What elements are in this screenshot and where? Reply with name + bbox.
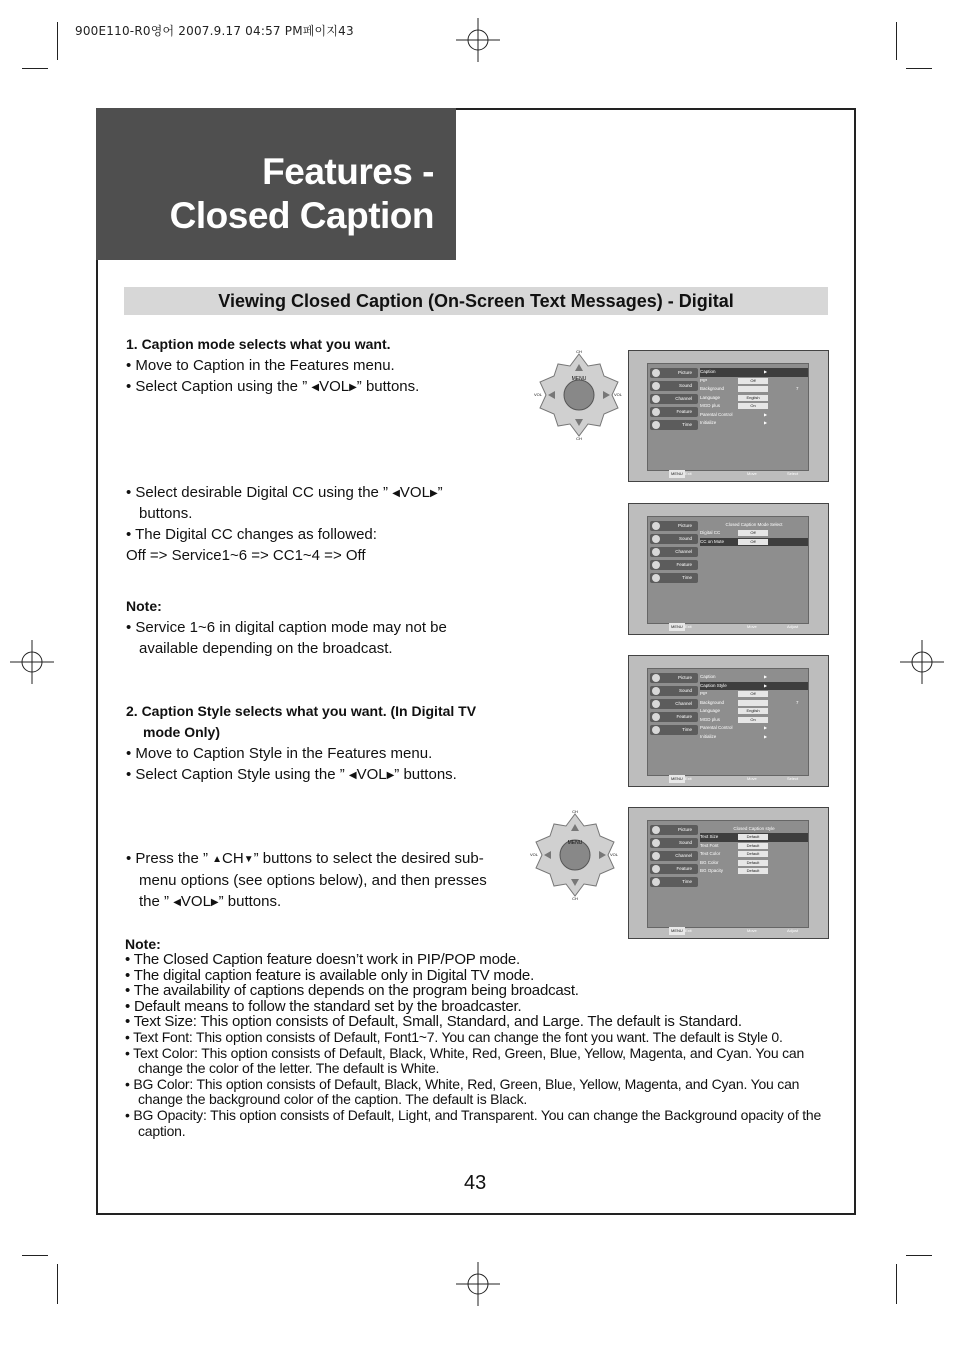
osd-sidebar	[650, 825, 698, 890]
osd-right-arrow-icon: ▶	[764, 411, 768, 417]
left-arrow-icon: ◀	[173, 897, 181, 908]
osd-tab-feature: Feature	[650, 864, 698, 874]
crop-mark	[57, 1264, 58, 1304]
osd-tab-sound: Sound	[650, 534, 698, 544]
osd-row-label: BG Opacity	[700, 868, 724, 873]
osd-row-label: Caption	[700, 369, 716, 374]
osd-submenu-title: Closed Caption style	[733, 826, 775, 831]
osd-screenshot-features-style	[628, 655, 829, 787]
osd-footer-exit: Exit	[685, 776, 692, 781]
bullet-text: ”	[437, 484, 443, 501]
osd-footer-adjust: Adjust	[787, 624, 799, 629]
crop-mark	[906, 1255, 932, 1256]
bullet-text: the ”	[139, 893, 174, 910]
bullet-text: ” buttons.	[218, 893, 282, 910]
section4-line-1	[126, 848, 484, 871]
registration-mark-icon	[900, 640, 944, 684]
osd-footer-adjust: Adjust	[787, 928, 799, 933]
osd-sidebar	[650, 368, 698, 433]
note-item: • BG Opacity: This option consists of Default, Light, and Transparent. You can change the Background opacity of the caption.	[125, 1106, 822, 1139]
osd-row-value: On	[738, 403, 768, 409]
osd-menu-key: MENU	[671, 471, 683, 476]
printer-header: 900E110-R0영어 2007.9.17 04:57 PM페이지43	[75, 24, 354, 38]
osd-tab-channel: Channel	[650, 547, 698, 557]
note-item: • Text Color: This option consists of Default, Black, White, Red, Green, Blue, Yellow, Magenta, and Cyan. You can change the color of the letter. The default is White.	[125, 1044, 805, 1077]
osd-right-arrow-icon: ▶	[764, 682, 768, 688]
osd-footer-move: Move	[747, 624, 757, 629]
note1-line-2: available depending on the broadcast.	[139, 640, 393, 657]
remote-vol-label: VOL	[614, 392, 623, 397]
osd-row	[700, 411, 808, 420]
note2-heading: Note:	[125, 936, 161, 952]
title-box	[96, 108, 456, 260]
osd-screenshot-features	[628, 350, 829, 482]
osd-tab-channel: Channel	[650, 394, 698, 404]
bullet-text: • Select desirable Digital CC using the ”	[126, 484, 393, 501]
osd-row	[700, 707, 808, 716]
remote-ch-label: CH	[576, 350, 582, 354]
osd-tab-channel: Channel	[650, 851, 698, 861]
bullet-text: • Select Caption using the ”	[126, 378, 312, 395]
section3-bullet-2	[126, 764, 457, 787]
osd-row	[700, 538, 808, 547]
left-arrow-icon: ◀	[348, 770, 357, 781]
osd-footer-exit: Exit	[685, 624, 692, 629]
osd-menu-key: MENU	[671, 776, 683, 781]
osd-sidebar	[650, 521, 698, 586]
osd-row	[700, 724, 808, 733]
right-arrow-icon: ▶	[210, 897, 219, 908]
remote-ch-label: CH	[572, 810, 578, 814]
osd-row-label: Parental Control	[700, 411, 733, 417]
osd-row-label: MGD plus	[700, 716, 721, 722]
remote-ch-label: CH	[572, 896, 578, 900]
osd-right-arrow-icon: ▶	[764, 733, 768, 739]
registration-mark-icon	[10, 640, 54, 684]
remote-dpad-icon	[530, 810, 620, 900]
osd-row	[700, 368, 808, 377]
osd-row	[700, 699, 808, 708]
osd-tab-feature: Feature	[650, 560, 698, 570]
osd-row-value: Default	[738, 843, 768, 849]
osd-slider	[738, 700, 768, 706]
osd-footer-select: Select	[787, 776, 799, 781]
osd-menu-key: MENU	[671, 624, 683, 629]
osd-row-value: English	[738, 708, 768, 714]
crop-mark	[896, 1264, 897, 1304]
left-arrow-icon: ◀	[311, 382, 320, 393]
osd-row	[700, 682, 808, 691]
section2-bullet-1-cont: buttons.	[139, 505, 193, 522]
vol-label: VOL	[399, 484, 430, 501]
osd-submenu-title: Closed Caption Mode Select	[725, 522, 783, 527]
osd-row-value: On	[738, 717, 768, 723]
osd-row	[700, 673, 808, 682]
osd-row-label: Language	[700, 394, 721, 400]
osd-row-label: Text Font	[700, 842, 719, 848]
osd-right-arrow-icon: ▶	[764, 369, 768, 374]
bullet-text: ” buttons to select the desired sub-	[253, 850, 484, 867]
section3-bullet-1: • Move to Caption Style in the Features menu.	[126, 745, 433, 762]
osd-menu-list	[700, 825, 808, 876]
page-number: 43	[464, 1172, 487, 1194]
osd-row	[700, 419, 808, 428]
section1-heading: 1. Caption mode selects what you want.	[126, 336, 391, 352]
osd-row	[700, 377, 808, 386]
osd-tab-time: Time	[650, 573, 698, 583]
osd-tab-feature: Feature	[650, 407, 698, 417]
osd-panel	[647, 820, 809, 928]
osd-row	[700, 733, 808, 742]
osd-row	[700, 385, 808, 394]
vol-label: VOL	[319, 378, 350, 395]
note1-heading: Note:	[126, 598, 162, 614]
osd-footer	[647, 623, 809, 631]
osd-row-label: Initialize	[700, 420, 717, 425]
osd-row-value: English	[738, 395, 768, 401]
bullet-text: ” buttons.	[356, 378, 420, 395]
title-line-2: Closed Caption	[169, 195, 434, 236]
osd-row-label: PIP	[700, 377, 708, 383]
osd-tab-time: Time	[650, 420, 698, 430]
section4-line-2: menu options (see options below), and then presses	[139, 872, 487, 889]
osd-row-label: Digital CC	[700, 530, 721, 535]
osd-row-value: Default	[738, 834, 768, 840]
osd-row	[700, 529, 808, 538]
note-item: • Text Size: This option consists of Default, Small, Standard, and Large. The default is Standard.	[125, 1013, 742, 1031]
remote-vol-label: VOL	[534, 392, 543, 397]
crop-mark	[57, 22, 58, 60]
note1-line-1: • Service 1~6 in digital caption mode may not be	[126, 619, 447, 636]
osd-panel	[647, 363, 809, 471]
osd-footer-exit: Exit	[685, 928, 692, 933]
osd-row-label: BG Color	[700, 859, 719, 865]
osd-tab-picture: Picture	[650, 368, 698, 378]
osd-row-label: Background	[700, 699, 725, 705]
crop-mark	[896, 22, 897, 60]
osd-tab-channel: Channel	[650, 699, 698, 709]
crop-mark	[22, 68, 48, 69]
osd-right-arrow-icon: ▶	[764, 674, 768, 679]
section3-heading-1: 2. Caption Style selects what you want. (In Digital TV	[126, 703, 477, 719]
up-arrow-icon: ▲	[212, 854, 223, 865]
registration-mark-icon	[456, 1262, 500, 1306]
crop-mark	[906, 68, 932, 69]
remote-dpad-icon	[534, 350, 624, 440]
title-line-1: Features -	[262, 151, 434, 192]
section4-line-3	[139, 891, 281, 914]
osd-row	[700, 690, 808, 699]
osd-slider	[738, 386, 768, 392]
osd-footer-exit: Exit	[685, 471, 692, 476]
osd-row	[700, 859, 808, 868]
osd-footer-move: Move	[747, 776, 757, 781]
osd-footer	[647, 927, 809, 935]
osd-row-label: Caption Style	[700, 682, 727, 688]
osd-row-label: Text Size	[700, 834, 719, 839]
osd-tab-time: Time	[650, 877, 698, 887]
note-item: • The digital caption feature is available only in Digital TV mode.	[125, 966, 535, 984]
osd-panel	[647, 516, 809, 624]
osd-row-label: CC on Mute	[700, 538, 725, 544]
osd-menu-list	[700, 673, 808, 741]
osd-row	[700, 842, 808, 851]
osd-row-label: Parental Control	[700, 725, 733, 730]
note-item: • Default means to follow the standard set by the broadcaster.	[125, 997, 522, 1015]
osd-footer-select: Select	[787, 471, 799, 476]
vol-label: VOL	[180, 893, 211, 910]
osd-panel	[647, 668, 809, 776]
osd-right-arrow-icon: ▶	[764, 725, 768, 730]
osd-row-label: Background	[700, 386, 725, 391]
down-arrow-icon: ▼	[243, 854, 254, 865]
section3-heading-2: mode Only)	[143, 724, 221, 740]
right-arrow-icon: ▶	[386, 770, 395, 781]
osd-tab-picture: Picture	[650, 825, 698, 835]
osd-row-value: Off	[738, 691, 768, 697]
osd-row	[700, 716, 808, 725]
vol-label: VOL	[356, 766, 387, 783]
osd-tab-sound: Sound	[650, 381, 698, 391]
osd-tab-picture: Picture	[650, 521, 698, 531]
osd-row-value: Default	[738, 860, 768, 866]
osd-row	[700, 402, 808, 411]
osd-tab-time: Time	[650, 725, 698, 735]
osd-footer-move: Move	[747, 471, 757, 476]
osd-screenshot-cc-mode	[628, 503, 829, 635]
remote-menu-label: MENU	[571, 376, 587, 382]
right-arrow-icon: ▶	[429, 488, 438, 499]
osd-row-value: Off	[738, 530, 768, 536]
osd-row-label: MGD plus	[700, 403, 721, 408]
osd-row-value: Default	[738, 851, 768, 857]
bullet-text: • Press the ”	[126, 850, 213, 867]
section1-bullet-1: • Move to Caption in the Features menu.	[126, 357, 395, 374]
notes-block	[125, 936, 825, 1139]
ch-label: CH	[222, 850, 244, 867]
note-item: • The Closed Caption feature doesn’t work in PIP/POP mode.	[125, 951, 520, 968]
page-title	[170, 150, 434, 238]
crop-mark	[22, 1255, 48, 1256]
section-banner: Viewing Closed Caption (On-Screen Text Messages) - Digital	[124, 287, 828, 315]
osd-row	[700, 833, 808, 842]
note-item: • The availability of captions depends on the program being broadcast.	[125, 982, 579, 1000]
note-item: • BG Color: This option consists of Default, Black, White, Red, Green, Blue, Yellow, Magenta, and Cyan. You can change the background color of the caption. The default is Black.	[125, 1075, 800, 1108]
osd-row-value: Default	[738, 868, 768, 874]
osd-right-arrow-icon: ▶	[764, 420, 768, 425]
osd-tab-sound: Sound	[650, 686, 698, 696]
osd-row-value: Off	[738, 378, 768, 384]
bullet-text: ” buttons.	[394, 766, 457, 783]
osd-row-label: Initialize	[700, 733, 717, 739]
section1-bullet-2	[126, 376, 419, 399]
osd-tab-picture: Picture	[650, 673, 698, 683]
registration-mark-icon	[456, 18, 500, 62]
osd-footer	[647, 470, 809, 478]
osd-tab-sound: Sound	[650, 838, 698, 848]
section2-sequence: Off => Service1~6 => CC1~4 => Off	[126, 547, 366, 564]
osd-row	[700, 394, 808, 403]
osd-sidebar	[650, 673, 698, 738]
osd-menu-list	[700, 521, 808, 546]
osd-row-label: Language	[700, 708, 721, 713]
osd-row-number: 7	[796, 699, 799, 705]
osd-row-label: PIP	[700, 691, 708, 696]
note-item: • Text Font: This option consists of Default, Font1~7. You can change the font you want. The default is Style 0.	[125, 1028, 783, 1045]
osd-footer	[647, 775, 809, 783]
osd-row-value: Off	[738, 539, 768, 545]
bullet-text: • Select Caption Style using the ”	[126, 766, 349, 783]
remote-vol-label: VOL	[610, 852, 619, 857]
osd-row-label: Text Color	[700, 851, 721, 856]
section2-bullet-2: • The Digital CC changes as followed:	[126, 526, 377, 543]
osd-tab-feature: Feature	[650, 712, 698, 722]
osd-menu-key: MENU	[671, 928, 683, 933]
left-arrow-icon: ◀	[392, 488, 400, 499]
osd-row	[700, 867, 808, 876]
remote-vol-label: VOL	[530, 852, 539, 857]
osd-row-label: Caption	[700, 674, 716, 679]
osd-screenshot-caption-style	[628, 807, 829, 939]
section2-bullet-1	[126, 482, 443, 505]
remote-menu-label: MENU	[567, 840, 583, 846]
osd-menu-list	[700, 368, 808, 428]
right-arrow-icon: ▶	[349, 382, 357, 393]
osd-row	[700, 850, 808, 859]
osd-row-number: 7	[796, 386, 799, 391]
osd-footer-move: Move	[747, 928, 757, 933]
remote-ch-label: CH	[576, 436, 582, 440]
